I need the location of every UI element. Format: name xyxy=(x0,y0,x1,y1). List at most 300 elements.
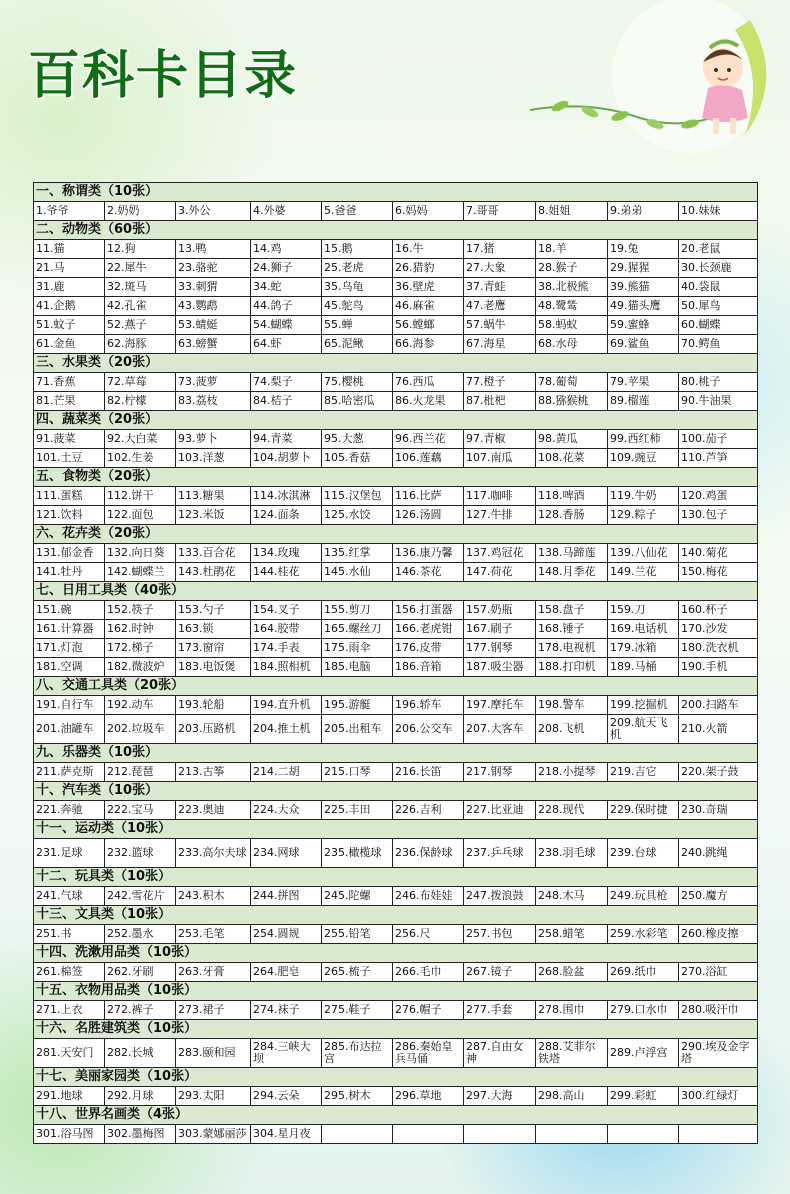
card-item: 302.墨梅图 xyxy=(105,1125,176,1144)
card-item: 154.叉子 xyxy=(251,601,322,620)
card-item: 247.拨浪鼓 xyxy=(464,887,536,906)
card-item: 112.饼干 xyxy=(105,487,176,506)
card-item: 60.蝴蝶 xyxy=(679,316,758,335)
card-item: 33.刺猬 xyxy=(176,278,251,297)
card-item: 14.鸡 xyxy=(251,240,322,259)
category-header: 十一、运动类（10张） xyxy=(34,820,758,839)
card-item: 286.秦始皇兵马俑 xyxy=(393,1039,464,1068)
card-item: 82.柠檬 xyxy=(105,392,176,411)
table-row xyxy=(34,373,758,392)
table-row xyxy=(34,544,758,563)
card-item xyxy=(322,1125,393,1144)
table-row xyxy=(34,335,758,354)
card-item: 155.剪刀 xyxy=(322,601,393,620)
card-item: 97.青椒 xyxy=(464,430,536,449)
table-row xyxy=(34,715,758,744)
card-item: 110.芦笋 xyxy=(679,449,758,468)
card-item: 109.豌豆 xyxy=(608,449,679,468)
card-item xyxy=(608,1125,679,1144)
card-item: 227.比亚迪 xyxy=(464,801,536,820)
card-item: 166.老虎钳 xyxy=(393,620,464,639)
card-item: 134.玫瑰 xyxy=(251,544,322,563)
card-item: 132.向日葵 xyxy=(105,544,176,563)
table-row xyxy=(34,392,758,411)
card-item: 58.蚂蚁 xyxy=(536,316,608,335)
card-item: 168.锤子 xyxy=(536,620,608,639)
category-header: 七、日用工具类（40张） xyxy=(34,582,758,601)
table-row xyxy=(34,887,758,906)
card-item: 151.碗 xyxy=(34,601,105,620)
card-item: 287.自由女神 xyxy=(464,1039,536,1068)
card-item: 201.油罐车 xyxy=(34,715,105,744)
card-item: 30.长颈鹿 xyxy=(679,259,758,278)
card-item: 64.虾 xyxy=(251,335,322,354)
table-row xyxy=(34,620,758,639)
table-row xyxy=(34,1125,758,1144)
card-item: 13.鸭 xyxy=(176,240,251,259)
card-item: 212.琵琶 xyxy=(105,763,176,782)
card-item: 62.海豚 xyxy=(105,335,176,354)
table-row xyxy=(34,259,758,278)
card-item: 209.航天飞机 xyxy=(608,715,679,744)
card-item: 222.宝马 xyxy=(105,801,176,820)
card-item: 300.红绿灯 xyxy=(679,1087,758,1106)
card-item: 44.鸽子 xyxy=(251,297,322,316)
table-row xyxy=(34,763,758,782)
category-header: 九、乐器类（10张） xyxy=(34,744,758,763)
category-header: 十三、文具类（10张） xyxy=(34,906,758,925)
card-item: 83.荔枝 xyxy=(176,392,251,411)
card-item: 215.口琴 xyxy=(322,763,393,782)
card-item: 233.高尔夫球 xyxy=(176,839,251,868)
card-item: 183.电饭煲 xyxy=(176,658,251,677)
table-row xyxy=(34,696,758,715)
card-item: 294.云朵 xyxy=(251,1087,322,1106)
card-item: 217.钢琴 xyxy=(464,763,536,782)
card-item: 120.鸡蛋 xyxy=(679,487,758,506)
card-item: 40.袋鼠 xyxy=(679,278,758,297)
card-item: 42.孔雀 xyxy=(105,297,176,316)
category-header: 十七、美丽家园类（10张） xyxy=(34,1068,758,1087)
card-item: 182.微波炉 xyxy=(105,658,176,677)
catalog-table xyxy=(33,182,758,1144)
card-item: 107.南瓜 xyxy=(464,449,536,468)
card-item: 282.长城 xyxy=(105,1039,176,1068)
card-item: 270.浴缸 xyxy=(679,963,758,982)
card-item: 28.猴子 xyxy=(536,259,608,278)
category-header-row xyxy=(34,868,758,887)
card-item: 74.梨子 xyxy=(251,373,322,392)
card-item: 218.小提琴 xyxy=(536,763,608,782)
card-item: 190.手机 xyxy=(679,658,758,677)
card-item: 254.圆规 xyxy=(251,925,322,944)
card-item: 104.胡萝卜 xyxy=(251,449,322,468)
category-header-row xyxy=(34,782,758,801)
card-item: 161.计算器 xyxy=(34,620,105,639)
card-item: 189.马桶 xyxy=(608,658,679,677)
card-item: 273.裙子 xyxy=(176,1001,251,1020)
card-item: 259.水彩笔 xyxy=(608,925,679,944)
card-item: 242.雪花片 xyxy=(105,887,176,906)
card-item: 226.吉利 xyxy=(393,801,464,820)
category-header-row xyxy=(34,468,758,487)
card-item: 223.奥迪 xyxy=(176,801,251,820)
table-row xyxy=(34,449,758,468)
card-item: 271.上衣 xyxy=(34,1001,105,1020)
card-item: 143.杜鹃花 xyxy=(176,563,251,582)
card-item: 164.胶带 xyxy=(251,620,322,639)
card-item: 53.蜻蜓 xyxy=(176,316,251,335)
card-item: 225.丰田 xyxy=(322,801,393,820)
card-item: 256.尺 xyxy=(393,925,464,944)
card-item: 238.羽毛球 xyxy=(536,839,608,868)
card-item: 236.保龄球 xyxy=(393,839,464,868)
card-item: 169.电话机 xyxy=(608,620,679,639)
card-item: 159.刀 xyxy=(608,601,679,620)
card-item: 173.窗帘 xyxy=(176,639,251,658)
card-item: 232.篮球 xyxy=(105,839,176,868)
card-item: 296.草地 xyxy=(393,1087,464,1106)
card-item: 25.老虎 xyxy=(322,259,393,278)
card-item: 21.马 xyxy=(34,259,105,278)
card-item: 276.帽子 xyxy=(393,1001,464,1020)
card-item: 87.枇杷 xyxy=(464,392,536,411)
category-header-row xyxy=(34,944,758,963)
card-item: 268.脸盆 xyxy=(536,963,608,982)
card-item: 267.镜子 xyxy=(464,963,536,982)
card-item: 148.月季花 xyxy=(536,563,608,582)
card-item: 291.地球 xyxy=(34,1087,105,1106)
card-item: 17.猪 xyxy=(464,240,536,259)
card-item: 126.汤圆 xyxy=(393,506,464,525)
card-item: 265.梳子 xyxy=(322,963,393,982)
card-item: 179.冰箱 xyxy=(608,639,679,658)
card-item: 141.牡丹 xyxy=(34,563,105,582)
card-item: 78.葡萄 xyxy=(536,373,608,392)
category-header: 三、水果类（20张） xyxy=(34,354,758,373)
card-item: 5.爸爸 xyxy=(322,202,393,221)
card-item: 191.自行车 xyxy=(34,696,105,715)
card-item: 29.猩猩 xyxy=(608,259,679,278)
card-item: 68.水母 xyxy=(536,335,608,354)
card-item: 6.妈妈 xyxy=(393,202,464,221)
category-header-row xyxy=(34,820,758,839)
category-header-row xyxy=(34,982,758,1001)
card-item: 246.布娃娃 xyxy=(393,887,464,906)
category-header: 五、食物类（20张） xyxy=(34,468,758,487)
card-item: 12.狗 xyxy=(105,240,176,259)
card-item: 138.马蹄莲 xyxy=(536,544,608,563)
card-item: 241.气球 xyxy=(34,887,105,906)
card-item: 81.芒果 xyxy=(34,392,105,411)
card-item: 205.出租车 xyxy=(322,715,393,744)
card-item: 8.姐姐 xyxy=(536,202,608,221)
card-item: 149.兰花 xyxy=(608,563,679,582)
card-item: 261.棉签 xyxy=(34,963,105,982)
card-item: 9.弟弟 xyxy=(608,202,679,221)
card-item: 52.燕子 xyxy=(105,316,176,335)
card-item: 70.鳄鱼 xyxy=(679,335,758,354)
card-item: 91.菠菜 xyxy=(34,430,105,449)
card-item: 38.北极熊 xyxy=(536,278,608,297)
card-item: 219.吉它 xyxy=(608,763,679,782)
card-item: 137.鸡冠花 xyxy=(464,544,536,563)
table-row xyxy=(34,801,758,820)
card-item: 80.桃子 xyxy=(679,373,758,392)
card-item: 185.电脑 xyxy=(322,658,393,677)
card-item: 7.哥哥 xyxy=(464,202,536,221)
category-header-row xyxy=(34,1068,758,1087)
card-item: 26.猎豹 xyxy=(393,259,464,278)
card-item: 1.爷爷 xyxy=(34,202,105,221)
card-item: 229.保时捷 xyxy=(608,801,679,820)
card-item: 216.长笛 xyxy=(393,763,464,782)
card-item: 51.蚊子 xyxy=(34,316,105,335)
card-item: 34.蛇 xyxy=(251,278,322,297)
card-item: 31.鹿 xyxy=(34,278,105,297)
card-item: 96.西兰花 xyxy=(393,430,464,449)
card-item: 77.橙子 xyxy=(464,373,536,392)
card-item: 253.毛笔 xyxy=(176,925,251,944)
card-item: 84.桔子 xyxy=(251,392,322,411)
card-item: 224.大众 xyxy=(251,801,322,820)
card-item: 249.玩具枪 xyxy=(608,887,679,906)
category-header-row xyxy=(34,582,758,601)
card-item: 239.台球 xyxy=(608,839,679,868)
table-row xyxy=(34,639,758,658)
card-item: 93.萝卜 xyxy=(176,430,251,449)
card-item: 279.口水巾 xyxy=(608,1001,679,1020)
card-item: 220.架子鼓 xyxy=(679,763,758,782)
card-item: 245.陀螺 xyxy=(322,887,393,906)
table-row xyxy=(34,658,758,677)
card-item: 301.浴马图 xyxy=(34,1125,105,1144)
card-item: 195.游艇 xyxy=(322,696,393,715)
card-item: 102.生姜 xyxy=(105,449,176,468)
card-item: 298.高山 xyxy=(536,1087,608,1106)
card-item: 172.梯子 xyxy=(105,639,176,658)
card-item: 71.香蕉 xyxy=(34,373,105,392)
category-header: 十、汽车类（10张） xyxy=(34,782,758,801)
card-item: 90.牛油果 xyxy=(679,392,758,411)
card-item: 4.外婆 xyxy=(251,202,322,221)
card-item: 284.三峡大坝 xyxy=(251,1039,322,1068)
card-item xyxy=(393,1125,464,1144)
card-item: 255.铅笔 xyxy=(322,925,393,944)
card-item: 174.手表 xyxy=(251,639,322,658)
table-row xyxy=(34,963,758,982)
card-item: 293.太阳 xyxy=(176,1087,251,1106)
table-row xyxy=(34,487,758,506)
card-item: 123.米饭 xyxy=(176,506,251,525)
card-item: 290.埃及金字塔 xyxy=(679,1039,758,1068)
card-item: 95.大葱 xyxy=(322,430,393,449)
card-item xyxy=(679,1125,758,1144)
card-item: 111.蛋糕 xyxy=(34,487,105,506)
card-item: 275.鞋子 xyxy=(322,1001,393,1020)
table-row xyxy=(34,563,758,582)
table-row xyxy=(34,1001,758,1020)
girl-on-moon-illustration xyxy=(520,0,790,170)
card-item: 2.奶奶 xyxy=(105,202,176,221)
category-header-row xyxy=(34,677,758,696)
card-item: 160.杯子 xyxy=(679,601,758,620)
card-item: 167.刷子 xyxy=(464,620,536,639)
card-item: 24.狮子 xyxy=(251,259,322,278)
card-item: 297.大海 xyxy=(464,1087,536,1106)
category-header: 六、花卉类（20张） xyxy=(34,525,758,544)
table-row xyxy=(34,316,758,335)
card-item: 114.冰淇淋 xyxy=(251,487,322,506)
card-item: 130.包子 xyxy=(679,506,758,525)
card-item: 208.飞机 xyxy=(536,715,608,744)
card-item: 49.猫头鹰 xyxy=(608,297,679,316)
card-item: 69.鲨鱼 xyxy=(608,335,679,354)
card-item: 11.猫 xyxy=(34,240,105,259)
card-item: 89.榴莲 xyxy=(608,392,679,411)
card-item: 186.音箱 xyxy=(393,658,464,677)
card-item: 35.乌龟 xyxy=(322,278,393,297)
category-header-row xyxy=(34,221,758,240)
card-item: 184.照相机 xyxy=(251,658,322,677)
card-item: 178.电视机 xyxy=(536,639,608,658)
card-item: 288.艾菲尔铁塔 xyxy=(536,1039,608,1068)
card-item: 153.勺子 xyxy=(176,601,251,620)
table-row xyxy=(34,1087,758,1106)
table-row xyxy=(34,506,758,525)
card-item: 105.香菇 xyxy=(322,449,393,468)
card-item: 176.皮带 xyxy=(393,639,464,658)
category-header: 十六、名胜建筑类（10张） xyxy=(34,1020,758,1039)
card-item: 262.牙刷 xyxy=(105,963,176,982)
card-item: 57.蜗牛 xyxy=(464,316,536,335)
card-item: 243.积木 xyxy=(176,887,251,906)
card-item: 187.吸尘器 xyxy=(464,658,536,677)
card-item: 65.泥鳅 xyxy=(322,335,393,354)
card-item: 125.水饺 xyxy=(322,506,393,525)
card-item: 194.直升机 xyxy=(251,696,322,715)
card-item: 136.康乃馨 xyxy=(393,544,464,563)
card-item: 142.蝴蝶兰 xyxy=(105,563,176,582)
card-item: 121.饮料 xyxy=(34,506,105,525)
card-item: 86.火龙果 xyxy=(393,392,464,411)
card-item: 188.打印机 xyxy=(536,658,608,677)
category-header-row xyxy=(34,183,758,202)
card-item: 228.现代 xyxy=(536,801,608,820)
card-item: 47.老鹰 xyxy=(464,297,536,316)
card-item: 15.鹅 xyxy=(322,240,393,259)
card-item: 22.犀牛 xyxy=(105,259,176,278)
card-item: 18.羊 xyxy=(536,240,608,259)
card-item: 156.打蛋器 xyxy=(393,601,464,620)
card-item: 295.树木 xyxy=(322,1087,393,1106)
card-item: 94.青菜 xyxy=(251,430,322,449)
card-item: 257.书包 xyxy=(464,925,536,944)
card-item: 269.纸巾 xyxy=(608,963,679,982)
table-row xyxy=(34,240,758,259)
card-item xyxy=(464,1125,536,1144)
card-item: 41.企鹅 xyxy=(34,297,105,316)
card-item: 127.牛排 xyxy=(464,506,536,525)
card-item: 230.奇瑞 xyxy=(679,801,758,820)
card-item: 231.足球 xyxy=(34,839,105,868)
card-item: 292.月球 xyxy=(105,1087,176,1106)
card-item: 158.盘子 xyxy=(536,601,608,620)
category-header-row xyxy=(34,1106,758,1125)
card-item: 79.苹果 xyxy=(608,373,679,392)
category-header-row xyxy=(34,906,758,925)
card-item: 196.轿车 xyxy=(393,696,464,715)
card-item: 163.锁 xyxy=(176,620,251,639)
card-item: 152.筷子 xyxy=(105,601,176,620)
card-item: 299.彩虹 xyxy=(608,1087,679,1106)
category-header-row xyxy=(34,411,758,430)
card-item xyxy=(536,1125,608,1144)
table-row xyxy=(34,430,758,449)
category-header-row xyxy=(34,525,758,544)
card-item: 244.拼图 xyxy=(251,887,322,906)
card-item: 213.古筝 xyxy=(176,763,251,782)
category-header: 二、动物类（60张） xyxy=(34,221,758,240)
card-item: 48.鹭鸶 xyxy=(536,297,608,316)
category-header: 四、蔬菜类（20张） xyxy=(34,411,758,430)
card-item: 75.樱桃 xyxy=(322,373,393,392)
card-item: 116.比萨 xyxy=(393,487,464,506)
card-item: 63.螃蟹 xyxy=(176,335,251,354)
card-item: 250.魔方 xyxy=(679,887,758,906)
card-item: 206.公交车 xyxy=(393,715,464,744)
card-item: 67.海星 xyxy=(464,335,536,354)
card-item: 272.裤子 xyxy=(105,1001,176,1020)
card-item: 19.兔 xyxy=(608,240,679,259)
card-item: 140.菊花 xyxy=(679,544,758,563)
category-header: 十五、衣物用品类（10张） xyxy=(34,982,758,1001)
card-item: 129.粽子 xyxy=(608,506,679,525)
card-item: 277.手套 xyxy=(464,1001,536,1020)
card-item: 66.海参 xyxy=(393,335,464,354)
card-item: 197.摩托车 xyxy=(464,696,536,715)
card-item: 234.网球 xyxy=(251,839,322,868)
card-item: 73.菠萝 xyxy=(176,373,251,392)
category-header: 十八、世界名画类（4张） xyxy=(34,1106,758,1125)
table-row xyxy=(34,202,758,221)
card-item: 32.斑马 xyxy=(105,278,176,297)
card-item: 170.沙发 xyxy=(679,620,758,639)
card-item: 85.哈密瓜 xyxy=(322,392,393,411)
card-item: 101.土豆 xyxy=(34,449,105,468)
card-item: 54.蝴蝶 xyxy=(251,316,322,335)
category-header: 一、称谓类（10张） xyxy=(34,183,758,202)
card-item: 103.洋葱 xyxy=(176,449,251,468)
card-item: 264.肥皂 xyxy=(251,963,322,982)
card-item: 251.书 xyxy=(34,925,105,944)
card-item: 199.挖掘机 xyxy=(608,696,679,715)
card-item: 146.茶花 xyxy=(393,563,464,582)
card-item: 106.莲藕 xyxy=(393,449,464,468)
card-item: 36.壁虎 xyxy=(393,278,464,297)
card-item: 263.牙膏 xyxy=(176,963,251,982)
card-item: 145.水仙 xyxy=(322,563,393,582)
card-item: 118.啤酒 xyxy=(536,487,608,506)
card-item: 135.红掌 xyxy=(322,544,393,563)
card-item: 200.扫路车 xyxy=(679,696,758,715)
card-item: 124.面条 xyxy=(251,506,322,525)
card-item: 214.二胡 xyxy=(251,763,322,782)
card-item: 46.麻雀 xyxy=(393,297,464,316)
card-item: 204.推土机 xyxy=(251,715,322,744)
card-item: 181.空调 xyxy=(34,658,105,677)
card-item: 117.咖啡 xyxy=(464,487,536,506)
